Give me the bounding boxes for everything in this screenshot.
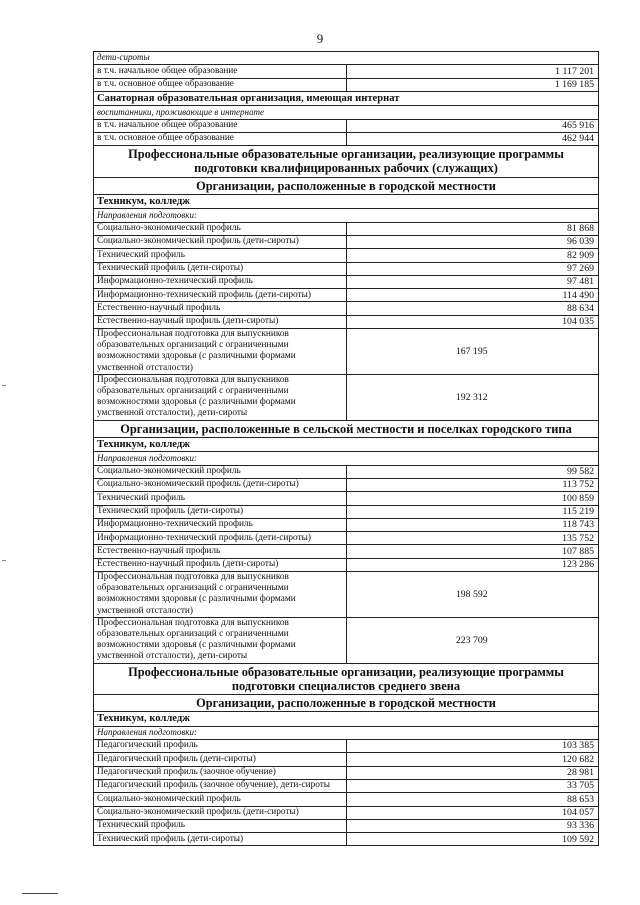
row-value: 103 385 — [346, 740, 599, 753]
table-row — [94, 833, 599, 846]
section-header-row — [94, 177, 599, 194]
table-row — [94, 78, 599, 91]
row-value: 100 859 — [346, 492, 599, 505]
row-heading: Профессиональные образовательные организации, реализующие программы подготовки квалифицированных рабочих (служащих) — [94, 146, 599, 177]
row-value: 88 634 — [346, 302, 599, 315]
row-label: Социально-экономический профиль (дети-сироты) — [94, 478, 347, 491]
row-label: Информационно-технический профиль (дети-сироты) — [94, 289, 347, 302]
row-label: Технический профиль (дети-сироты) — [94, 262, 347, 275]
row-label: Технический профиль — [94, 249, 347, 262]
row-value: 465 916 — [346, 119, 599, 132]
row-label: Педагогический профиль (заочное обучение), дети-сироты — [94, 779, 347, 792]
row-value: 120 682 — [346, 753, 599, 766]
row-label: в т.ч. начальное общее образование — [94, 119, 347, 132]
table-row — [94, 329, 599, 375]
row-value: 118 743 — [346, 518, 599, 531]
row-label: Естественно-научный профиль (дети-сироты) — [94, 315, 347, 328]
table-row — [94, 740, 599, 753]
subsection-row — [94, 437, 599, 452]
row-label: Педагогический профиль — [94, 740, 347, 753]
row-label: Социально-экономический профиль — [94, 793, 347, 806]
note-row — [94, 106, 599, 119]
table-row — [94, 492, 599, 505]
row-value: 1 117 201 — [346, 65, 599, 78]
table-row — [94, 779, 599, 792]
row-heading: воспитанники, проживающие в интернате — [94, 106, 599, 119]
row-value: 115 219 — [346, 505, 599, 518]
row-value: 81 868 — [346, 222, 599, 235]
row-label: Технический профиль — [94, 492, 347, 505]
row-label: Профессиональная подготовка для выпускников образовательных организаций с ограниченными возможностями здоровья (с различными формами умственной отсталости), дети-сироты — [94, 374, 347, 420]
row-label: Социально-экономический профиль — [94, 222, 347, 235]
row-heading: Направления подготовки: — [94, 209, 599, 222]
table-row — [94, 235, 599, 248]
table-row — [94, 753, 599, 766]
row-heading: Техникум, колледж — [94, 712, 599, 727]
note-row — [94, 52, 599, 65]
row-label: Технический профиль (дети-сироты) — [94, 505, 347, 518]
row-label: в т.ч. основное общее образование — [94, 78, 347, 91]
row-label: Социально-экономический профиль — [94, 465, 347, 478]
table-row — [94, 315, 599, 328]
table-row — [94, 617, 599, 663]
table-row — [94, 558, 599, 571]
subsection-row — [94, 91, 599, 106]
table-row — [94, 65, 599, 78]
row-value: 198 592 — [346, 572, 599, 618]
row-value: 114 490 — [346, 289, 599, 302]
subsection-row — [94, 712, 599, 727]
section-header-row — [94, 695, 599, 712]
table-row — [94, 518, 599, 531]
margin-mark — [2, 385, 6, 386]
row-label: Технический профиль (дети-сироты) — [94, 833, 347, 846]
table-row — [94, 505, 599, 518]
table-row — [94, 275, 599, 288]
row-label: Информационно-технический профиль (дети-сироты) — [94, 532, 347, 545]
row-heading: Техникум, колледж — [94, 194, 599, 209]
row-label: Естественно-научный профиль — [94, 545, 347, 558]
table-row — [94, 132, 599, 145]
row-value: 99 582 — [346, 465, 599, 478]
margin-mark — [2, 560, 6, 561]
row-label: Технический профиль — [94, 819, 347, 832]
row-value: 462 944 — [346, 132, 599, 145]
table-row — [94, 262, 599, 275]
table-row — [94, 806, 599, 819]
row-value: 192 312 — [346, 374, 599, 420]
table-row — [94, 465, 599, 478]
table-row — [94, 819, 599, 832]
page-number: 9 — [316, 31, 324, 46]
table-row — [94, 532, 599, 545]
row-heading: дети-сироты — [94, 52, 599, 65]
tariff-table — [93, 51, 599, 846]
row-value: 97 269 — [346, 262, 599, 275]
row-value: 167 195 — [346, 329, 599, 375]
row-heading: Направления подготовки: — [94, 452, 599, 465]
table-row — [94, 478, 599, 491]
row-value: 96 039 — [346, 235, 599, 248]
row-value: 123 286 — [346, 558, 599, 571]
table-row — [94, 289, 599, 302]
section-header-row — [94, 663, 599, 694]
row-heading: Организации, расположенные в городской местности — [94, 695, 599, 712]
tariff-table-body — [94, 52, 599, 846]
row-heading: Техникум, колледж — [94, 437, 599, 452]
table-row — [94, 249, 599, 262]
row-value: 93 336 — [346, 819, 599, 832]
row-value: 1 169 185 — [346, 78, 599, 91]
row-heading: Санаторная образовательная организация, имеющая интернат — [94, 91, 599, 106]
table-row — [94, 302, 599, 315]
row-value: 223 709 — [346, 617, 599, 663]
row-value: 104 035 — [346, 315, 599, 328]
row-label: Естественно-научный профиль — [94, 302, 347, 315]
table-row — [94, 766, 599, 779]
table-row — [94, 222, 599, 235]
row-label: Социально-экономический профиль (дети-сироты) — [94, 806, 347, 819]
row-value: 33 705 — [346, 779, 599, 792]
row-heading: Направления подготовки: — [94, 726, 599, 739]
row-label: Профессиональная подготовка для выпускников образовательных организаций с ограниченными возможностями здоровья (с различными формами умственной отсталости), дети-сироты — [94, 617, 347, 663]
row-label: в т.ч. начальное общее образование — [94, 65, 347, 78]
row-heading: Организации, расположенные в городской местности — [94, 177, 599, 194]
row-heading: Организации, расположенные в сельской местности и поселках городского типа — [94, 420, 599, 437]
row-label: Профессиональная подготовка для выпускников образовательных организаций с ограниченными возможностями здоровья (с различными формами умственной отсталости) — [94, 329, 347, 375]
row-value: 82 909 — [346, 249, 599, 262]
row-heading: Профессиональные образовательные организации, реализующие программы подготовки специалистов среднего звена — [94, 663, 599, 694]
section-header-row — [94, 420, 599, 437]
row-value: 88 653 — [346, 793, 599, 806]
table-row — [94, 119, 599, 132]
subsection-row — [94, 194, 599, 209]
note-row — [94, 452, 599, 465]
footer-line — [22, 893, 58, 894]
note-row — [94, 726, 599, 739]
section-header-row — [94, 146, 599, 177]
row-value: 109 592 — [346, 833, 599, 846]
row-label: Естественно-научный профиль (дети-сироты) — [94, 558, 347, 571]
note-row — [94, 209, 599, 222]
table-row — [94, 545, 599, 558]
row-label: Педагогический профиль (заочное обучение) — [94, 766, 347, 779]
row-value: 97 481 — [346, 275, 599, 288]
row-value: 113 752 — [346, 478, 599, 491]
table-row — [94, 572, 599, 618]
row-value: 135 752 — [346, 532, 599, 545]
row-value: 107 885 — [346, 545, 599, 558]
row-label: Информационно-технический профиль — [94, 275, 347, 288]
row-label: Профессиональная подготовка для выпускников образовательных организаций с ограниченными возможностями здоровья (с различными формами умственной отсталости) — [94, 572, 347, 618]
row-value: 104 057 — [346, 806, 599, 819]
row-value: 28 981 — [346, 766, 599, 779]
table-row — [94, 374, 599, 420]
row-label: Социально-экономический профиль (дети-сироты) — [94, 235, 347, 248]
row-label: Информационно-технический профиль — [94, 518, 347, 531]
table-row — [94, 793, 599, 806]
row-label: Педагогический профиль (дети-сироты) — [94, 753, 347, 766]
row-label: в т.ч. основное общее образование — [94, 132, 347, 145]
